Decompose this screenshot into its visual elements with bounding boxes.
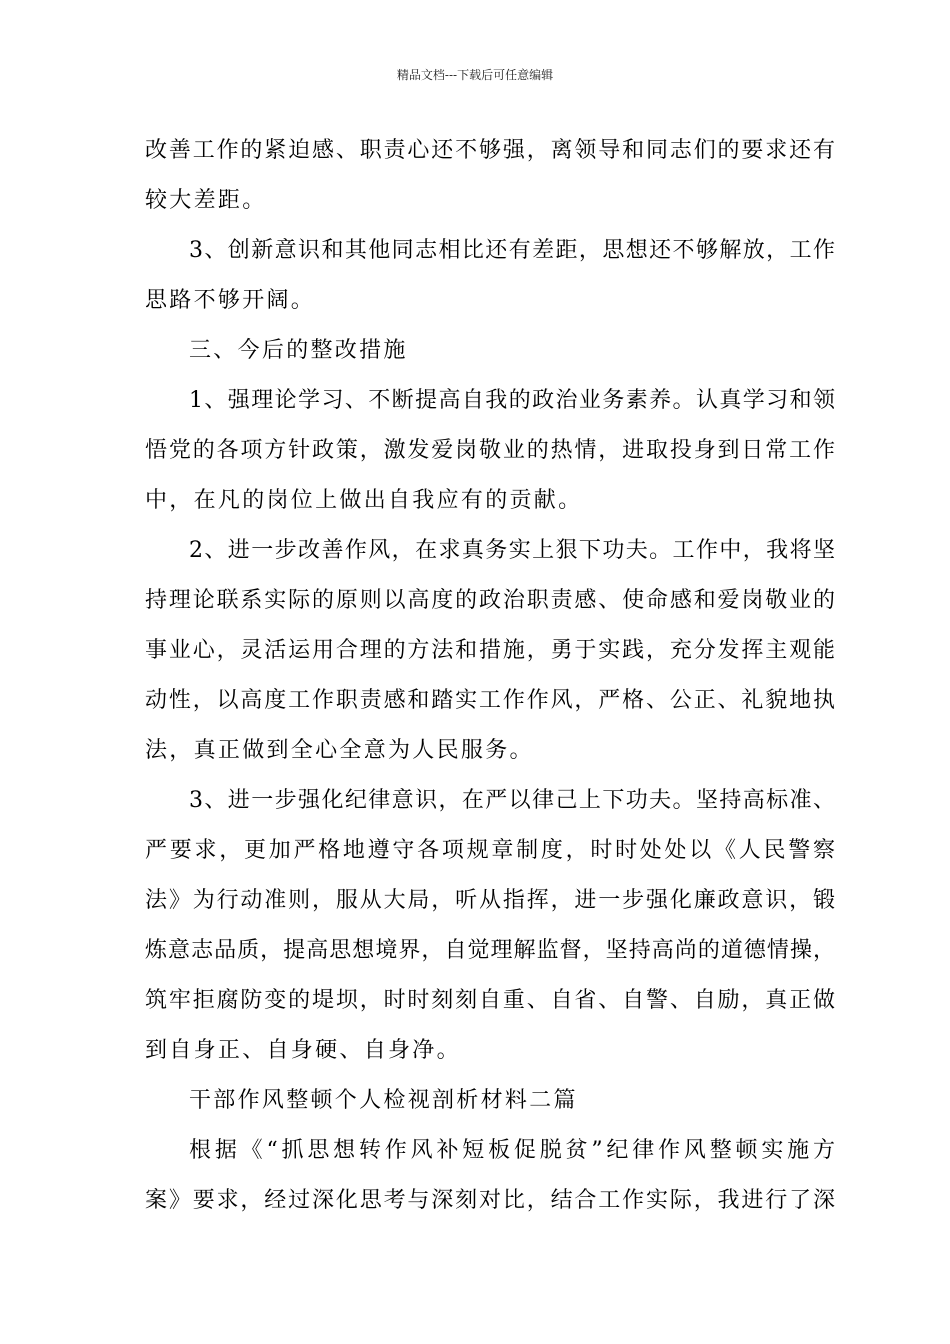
text-line: 法》为行动准则，服从大局，听从指挥，进一步强化廉政意识，锻 — [145, 888, 835, 913]
text-line: 思路不够开阔。 — [145, 288, 316, 313]
text-line: 严要求，更加严格地遵守各项规章制度，时时处处以《人民警察 — [145, 838, 835, 863]
text-line: 法，真正做到全心全意为人民服务。 — [145, 738, 534, 763]
text-line: 3、创新意识和其他同志相比还有差距，思想还不够解放，工作 — [189, 238, 835, 263]
text-line: 3、进一步强化纪律意识，在严以律己上下功夫。坚持高标准、 — [189, 788, 835, 813]
document-body — [145, 130, 835, 1230]
text-line: 改善工作的紧迫感、职责心还不够强，离领导和同志们的要求还有 — [145, 138, 835, 163]
text-line: 持理论联系实际的原则以高度的政治职责感、使命感和爱岗敬业的 — [145, 588, 835, 613]
text-line: 事业心，灵活运用合理的方法和措施，勇于实践，充分发挥主观能 — [145, 638, 835, 663]
page-header: 精品文档---下载后可任意编辑 — [396, 68, 554, 82]
text-line: 根据《“抓思想转作风补短板促脱贫”纪律作风整顿实施方 — [189, 1138, 835, 1163]
text-line: 筑牢拒腐防变的堤坝，时时刻刻自重、自省、自警、自励，真正做 — [145, 988, 835, 1013]
text-line: 2、进一步改善作风，在求真务实上狠下功夫。工作中，我将坚 — [189, 538, 835, 563]
article-title: 干部作风整顿个人检视剖析材料二篇 — [189, 1088, 578, 1113]
text-line: 案》要求，经过深化思考与深刻对比，结合工作实际，我进行了深 — [145, 1188, 835, 1213]
text-line: 1、强理论学习、不断提高自我的政治业务素养。认真学习和领 — [189, 388, 835, 413]
section-heading: 三、今后的整改措施 — [189, 338, 408, 363]
text-line: 到自身正、自身硬、自身净。 — [145, 1038, 461, 1063]
text-line: 炼意志品质，提高思想境界，自觉理解监督，坚持高尚的道德情操， — [145, 938, 835, 963]
text-line: 中，在凡的岗位上做出自我应有的贡献。 — [145, 488, 583, 513]
text-line: 较大差距。 — [145, 188, 267, 213]
text-line: 悟党的各项方针政策，激发爱岗敬业的热情，进取投身到日常工作 — [145, 438, 835, 463]
text-line: 动性，以高度工作职责感和踏实工作作风，严格、公正、礼貌地执 — [145, 688, 835, 713]
